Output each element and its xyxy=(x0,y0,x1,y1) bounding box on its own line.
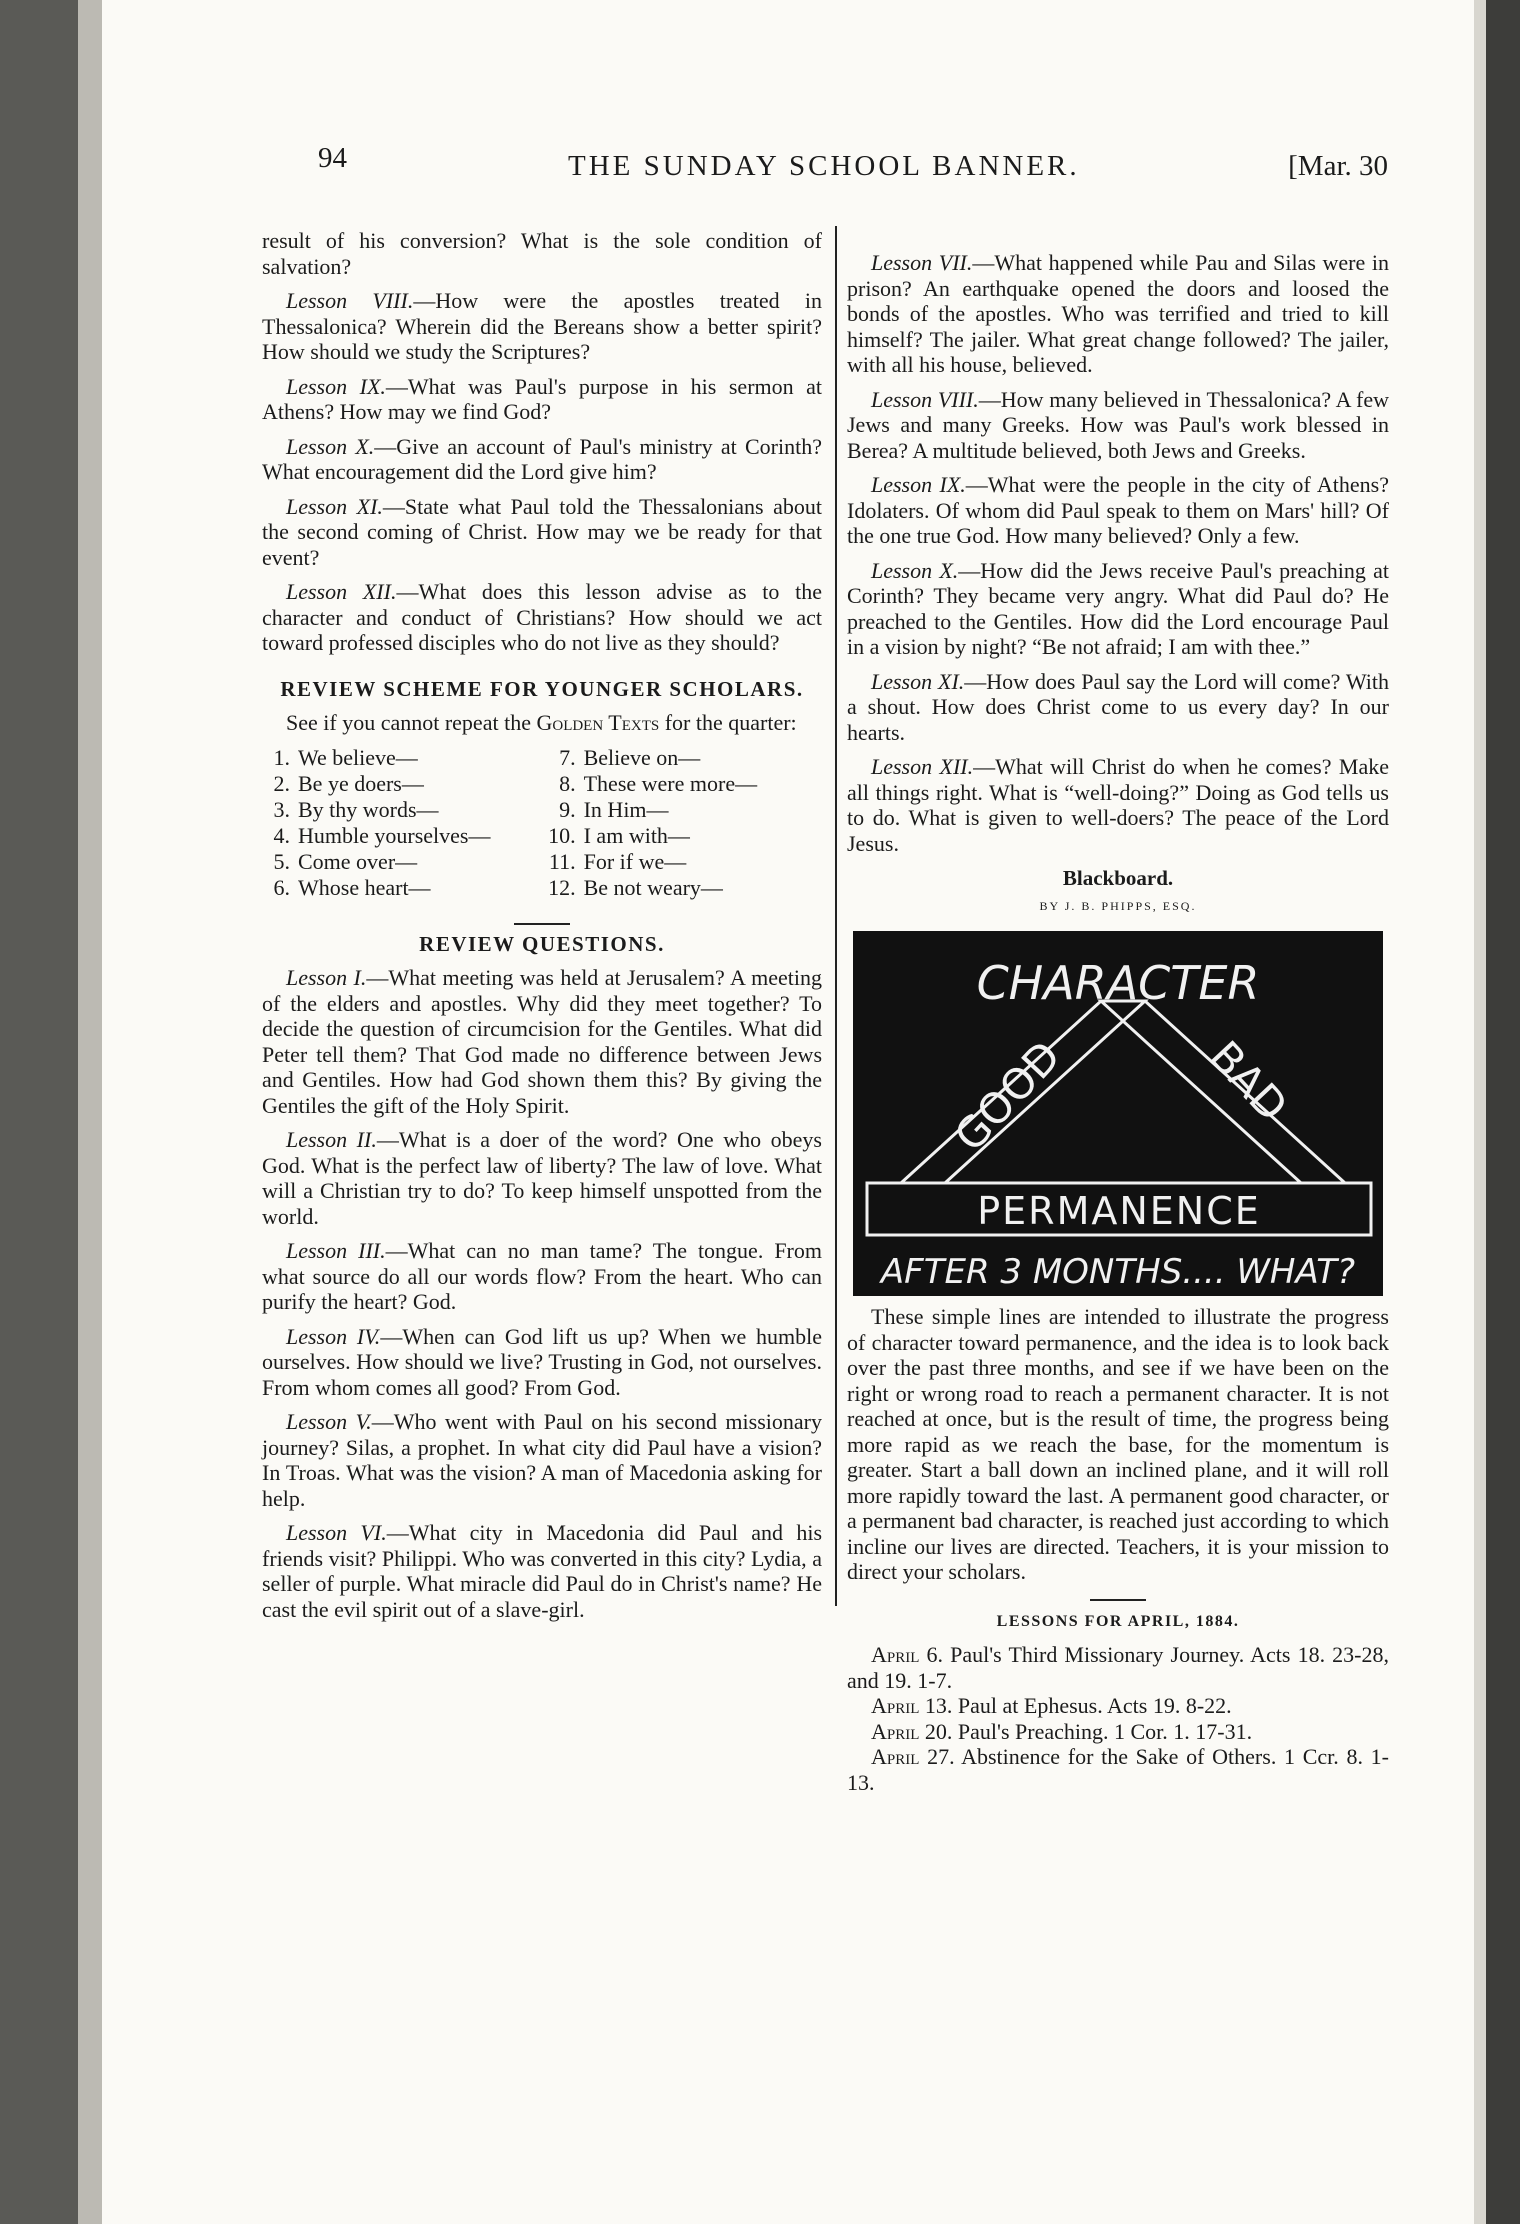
board-word-character: CHARACTER xyxy=(976,956,1260,1010)
list-item: 12. Be not weary— xyxy=(548,875,723,900)
board-caption: AFTER 3 MONTHS.... WHAT? xyxy=(880,1252,1356,1292)
column-divider xyxy=(835,226,837,1606)
lesson-entry: Lesson IV.—When can God lift us up? When we humble ourselves. How should we live? Trusting in God, not ourselves. From whom comes all good? From God. xyxy=(262,1323,822,1400)
list-item: 6. Whose heart— xyxy=(273,875,431,900)
lesson-entry: Lesson II.—What is a doer of the word? One who obeys God. What is the perfect law of liberty? The law of love. What will a Christian try to do? To keep himself unspotted from the world. xyxy=(262,1127,822,1229)
lesson-entry: Lesson IX.—What were the people in the city of Athens? Idolaters. Of whom did Paul speak to them on Mars' hill? Of the one true God. How many believed? Only a few. xyxy=(847,472,1389,548)
lesson-entry: Lesson XII.—What will Christ do when he comes? Make all things right. What is “well-doing?” Doing as God tells us to do. What is given to well-doers? The peace of the Lord Jesus. xyxy=(847,754,1389,856)
list-item: 3. By thy words— xyxy=(273,797,439,822)
list-item: 10. I am with— xyxy=(548,823,690,848)
page-date: [Mar. 30 xyxy=(1288,150,1388,182)
list-item: 1. We believe— xyxy=(273,745,418,770)
running-header xyxy=(318,142,1388,192)
section-rule xyxy=(1090,1599,1146,1601)
lesson-entry: Lesson VIII.—How many believed in Thessalonica? A few Jews and many Greeks. How was Paul's work blessed in Berea? A multitude believed, both Jews and Greeks. xyxy=(847,386,1389,463)
list-item: April 13. Paul at Ephesus. Acts 19. 8-22. xyxy=(871,1693,1232,1718)
board-word-bad: BAD xyxy=(1200,1031,1298,1131)
lesson-entry: Lesson X.—Give an account of Paul's ministry at Corinth? What encouragement did the Lord give him? xyxy=(262,433,822,484)
blackboard-illustration xyxy=(853,931,1383,1296)
april-lessons-heading: LESSONS FOR APRIL, 1884. xyxy=(996,1612,1240,1630)
section-rule xyxy=(514,923,570,925)
book-binding-shadow xyxy=(0,0,78,2224)
blackboard-title: Blackboard. xyxy=(1062,866,1174,890)
blackboard-description: These simple lines are intended to illustrate the progress of character toward permanence, and the idea is to look back over the past three months, and see if we have been on the right or wrong road to reach a permanent character. It is not reached at once, but is the result of time, the progress being more rapid as we reach the base, for the momentum is greater. Start a ball down an inclined plane, and it will roll more rapidly toward the last. A permanent good character, or a permanent bad character, is reached just according to which incline our lives are directed. Teachers, it is your mission to direct your scholars. xyxy=(847,1304,1389,1584)
lesson-entry: result of his conversion? What is the sole condition of salvation? xyxy=(262,228,822,279)
list-item: April 6. Paul's Third Missionary Journey. Acts 18. 23-28, and 19. 1-7. xyxy=(847,1642,1389,1693)
lesson-entry: Lesson VI.—What city in Macedonia did Paul and his friends visit? Philippi. Who was converted in this city? Lydia, a seller of purple. What miracle did Paul do in Christ's name? He cast the evil spirit out of a slave-girl. xyxy=(262,1520,823,1622)
list-item: April 20. Paul's Preaching. 1 Cor. 1. 17-31. xyxy=(871,1718,1253,1744)
book-gutter xyxy=(78,0,102,2224)
lesson-entry: Lesson I.—What meeting was held at Jerusalem? A meeting of the elders and apostles. Why did they meet together? To decide the question of circumcision for the Gentiles. What did Peter tell them? That God made no difference between Jews and Gentiles. How had God shown them this? By giving the Gentiles the gift of the Holy Spirit. xyxy=(262,965,822,1118)
list-item: 11. For if we— xyxy=(548,849,687,874)
lesson-entry: Lesson XI.—State what Paul told the Thessalonians about the second coming of Christ. How may we be ready for that event? xyxy=(262,493,822,570)
right-column xyxy=(847,250,1390,1795)
page-number: 94 xyxy=(318,142,347,174)
golden-texts-list xyxy=(262,745,822,901)
list-item: April 27. Abstinence for the Sake of Others. 1 Ccr. 8. 1-13. xyxy=(847,1744,1389,1795)
golden-texts-column-left xyxy=(262,745,536,901)
list-item: 5. Come over— xyxy=(273,849,418,874)
lesson-entry: Lesson VII.—What happened while Pau and Silas were in prison? An earthquake opened the doors and loosed the bonds of the apostles. Who was terrified and tried to kill himself? The jailer. What great change followed? The jailer, with all his house, believed. xyxy=(847,250,1390,377)
golden-texts-column-right xyxy=(548,745,822,901)
right-page-shadow xyxy=(1486,0,1520,2224)
list-item: 2. Be ye doers— xyxy=(273,771,424,796)
board-word-good: GOOD xyxy=(944,1031,1070,1161)
review-scheme-intro: See if you cannot repeat the Golden Texts for the quarter: xyxy=(286,709,797,735)
lesson-entry: Lesson IX.—What was Paul's purpose in his sermon at Athens? How may we find God? xyxy=(262,373,823,424)
lesson-entry: Lesson V.—Who went with Paul on his second missionary journey? Silas, a prophet. In what city did Paul have a vision? In Troas. What was the vision? A man of Macedonia asking for help. xyxy=(262,1409,822,1511)
review-questions-heading: REVIEW QUESTIONS. xyxy=(419,932,665,956)
lesson-entry: Lesson X.—How did the Jews receive Paul's preaching at Corinth? They became very angry. What did Paul do? He preached to the Gentiles. How did the Lord encourage Paul in a vision by night? “Be not afraid; I am with thee.” xyxy=(847,557,1390,659)
page-title: THE SUNDAY SCHOOL BANNER. xyxy=(568,150,1080,182)
list-item: 9. In Him— xyxy=(559,797,669,822)
list-item: 8. These were more— xyxy=(559,771,758,796)
review-scheme-heading: REVIEW SCHEME FOR YOUNGER SCHOLARS. xyxy=(280,676,804,701)
list-item: 4. Humble yourselves— xyxy=(273,823,491,848)
lesson-entry: Lesson VIII.—How were the apostles treated in Thessalonica? Wherein did the Bereans show a better spirit? How should we study the Scriptures? xyxy=(262,288,822,364)
board-word-permanence: PERMANENCE xyxy=(977,1189,1261,1233)
left-column xyxy=(262,228,822,1708)
list-item: 7. Believe on— xyxy=(559,745,701,770)
lesson-entry: Lesson III.—What can no man tame? The tongue. From what source do all our words flow? From the heart. Who can purify the heart? God. xyxy=(262,1238,822,1314)
blackboard-author: BY J. B. PHIPPS, ESQ. xyxy=(1039,898,1197,913)
lesson-entry: Lesson XII.—What does this lesson advise as to the character and conduct of Christians? How should we act toward professed disciples who do not live as they should? xyxy=(262,579,822,655)
next-page-edge xyxy=(1474,0,1486,2224)
lesson-entry: Lesson XI.—How does Paul say the Lord will come? With a shout. How does Christ come to us every day? In our hearts. xyxy=(847,668,1390,745)
